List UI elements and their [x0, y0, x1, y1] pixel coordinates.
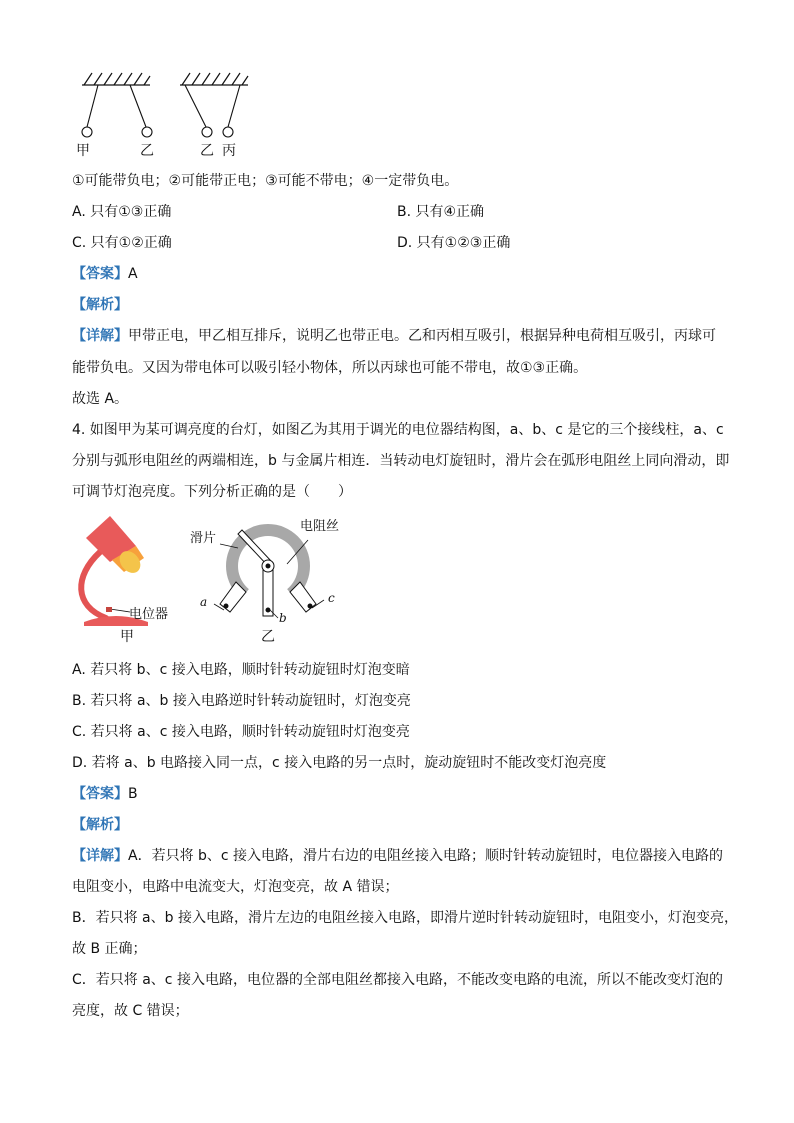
label-jia: 甲 [76, 143, 90, 159]
q3-conclusion: 故选 A。 [72, 391, 129, 407]
slider-label: 滑片 [190, 531, 217, 546]
statements: ①可能带负电；②可能带正电；③可能不带电；④一定带负电。 [72, 173, 459, 189]
detail-tag: 【详解】 [72, 848, 128, 864]
potentiometer-knob [106, 607, 112, 612]
lamp-potentiometer-label: 电位器 [129, 607, 169, 622]
potentiometer-caption: 乙 [261, 629, 275, 645]
lamp-figure [72, 514, 192, 644]
q4-analysis-tag [72, 815, 128, 835]
q3-option-b: B. 只有④正确 [397, 204, 485, 220]
answer-value: B [128, 786, 138, 802]
q3-option-d: D. 只有①②③正确 [397, 235, 511, 251]
q3-option-c: C. 只有①②正确 [72, 235, 172, 251]
q4-answer [72, 784, 138, 804]
q3-answer [72, 264, 138, 284]
q4-option-a: A. 若只将 b、c 接入电路，顺时针转动旋钮时灯泡变暗 [72, 662, 410, 678]
analysis-tag: 【解析】 [72, 817, 128, 833]
ball-yi-left [142, 127, 152, 137]
lamp-shade-icon [86, 516, 145, 577]
q4-detail-line-3: B．若只将 a、b 接入电路，滑片左边的电阻丝接入电路，即滑片逆时针转动旋钮时，电阻变小，灯泡变亮， [72, 910, 738, 926]
thread-jia [87, 85, 98, 127]
resistance-wire-label: 电阻丝 [300, 519, 340, 534]
thread-yi-right [185, 85, 206, 127]
label-bing: 丙 [222, 143, 236, 159]
q4-detail-line-5: C．若只将 a、c 接入电路，电位器的全部电阻丝都接入电路，不能改变电路的电流，所以不能改变灯泡的 [72, 972, 723, 988]
q4-detail-line-2: 电阻变小，电路中电流变大，灯泡变亮，故 A 错误； [72, 879, 399, 895]
thread-bing [228, 85, 240, 127]
label-yi-right: 乙 [200, 143, 214, 159]
answer-tag: 【答案】 [72, 266, 128, 282]
q4-option-b: B. 若只将 a、b 接入电路逆时针转动旋钮时，灯泡变亮 [72, 693, 411, 709]
q4-detail-line-1 [72, 846, 723, 866]
q4-stem-line-1: 4. 如图甲为某可调亮度的台灯，如图乙为其用于调光的电位器结构图，a、b、c 是它的三个接线柱，a、c [72, 422, 724, 438]
thread-yi-left [130, 85, 146, 127]
terminal-b-label: b [279, 611, 287, 625]
lamp-caption: 甲 [120, 629, 134, 644]
q4-detail-line-4: 故 B 正确； [72, 941, 147, 957]
lamp-arm [81, 552, 106, 618]
potentiometer-figure [190, 514, 350, 648]
potentiometer-pointer [110, 609, 130, 612]
detail-text: A．若只将 b、c 接入电路，滑片右边的电阻丝接入电路；顺时针转动旋钮时，电位器接入电路的 [128, 848, 724, 864]
q4-detail-line-6: 亮度，故 C 错误； [72, 1003, 189, 1019]
detail-tag: 【详解】 [72, 328, 128, 344]
detail-text: 甲带正电，甲乙相互排斥，说明乙也带正电。乙和丙相互吸引，根据异种电荷相互吸引，丙球可 [128, 328, 716, 344]
pith-ball-figure [70, 68, 260, 160]
q4-stem-line-2: 分别与弧形电阻丝的两端相连，b 与金属片相连．当转动电灯旋钮时，滑片会在弧形电阻丝上同向滑动，即 [72, 453, 730, 469]
q3-detail-line-1 [72, 326, 716, 346]
label-yi-left: 乙 [140, 143, 154, 159]
ball-yi-right [202, 127, 212, 137]
ceiling-left [82, 73, 150, 85]
q3-detail-line-2: 能带负电。又因为带电体可以吸引轻小物体，所以丙球也可能不带电，故①③正确。 [72, 360, 588, 376]
terminal-c-label: c [328, 591, 335, 605]
q4-option-d: D. 若将 a、b 电路接入同一点，c 接入电路的另一点时，旋动旋钮时不能改变灯泡亮度 [72, 755, 607, 771]
q4-option-c: C. 若只将 a、c 接入电路，顺时针转动旋钮时灯泡变亮 [72, 724, 410, 740]
q3-analysis-tag [72, 295, 128, 315]
ceiling-right [180, 73, 248, 85]
q3-option-a: A. 只有①③正确 [72, 204, 172, 220]
ball-bing [223, 127, 233, 137]
answer-value: A [128, 266, 138, 282]
ball-jia [82, 127, 92, 137]
q4-stem-line-3: 可调节灯泡亮度。下列分析正确的是（ ） [72, 484, 352, 500]
analysis-tag: 【解析】 [72, 297, 128, 313]
answer-tag: 【答案】 [72, 786, 128, 802]
terminal-a-label: a [200, 595, 208, 609]
